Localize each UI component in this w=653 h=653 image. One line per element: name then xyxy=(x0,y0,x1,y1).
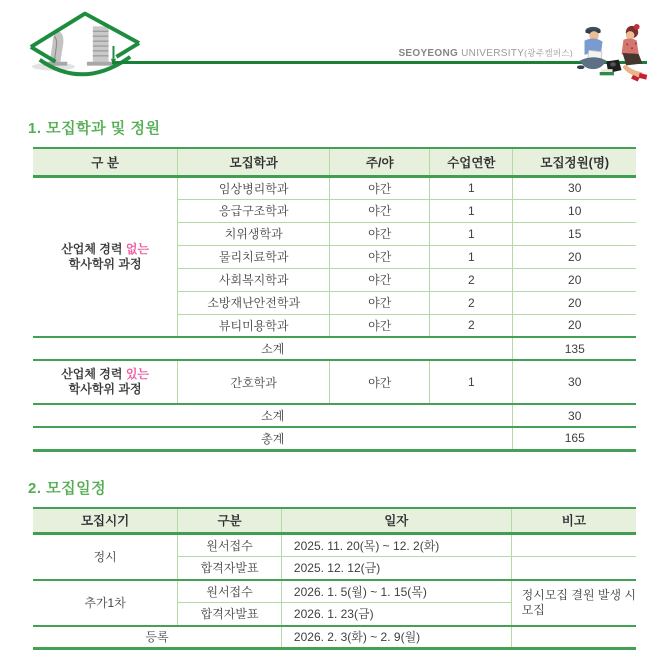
period-cell: 추가1차 xyxy=(33,580,178,626)
dept-cell: 응급구조학과 xyxy=(178,199,330,222)
document-content xyxy=(0,119,653,650)
table-row xyxy=(33,580,636,603)
note-cell: 정시모집 결원 발생 시 모집 xyxy=(511,580,636,626)
header-divider-line xyxy=(112,61,647,64)
section1-title: 1. 모집학과 및 정원 xyxy=(28,120,161,137)
date-cell: 2025. 11. 20(목) ~ 12. 2(화) xyxy=(281,534,511,557)
date-cell: 2026. 1. 5(월) ~ 1. 15(목) xyxy=(281,580,511,603)
dept-cell: 임상병리학과 xyxy=(178,176,330,199)
university-logo-icon xyxy=(24,4,142,93)
subtotal-value-cell: 30 xyxy=(513,404,636,427)
day-night-cell: 야간 xyxy=(330,199,430,222)
group1-label-prefix: 산업체 경력 xyxy=(61,241,126,256)
dept-cell: 소방재난안전학과 xyxy=(178,291,330,314)
quota-cell: 30 xyxy=(513,360,636,404)
schedule-table xyxy=(33,507,636,651)
group2-label-cell xyxy=(33,360,178,404)
day-night-cell: 야간 xyxy=(330,176,430,199)
table-row xyxy=(33,176,636,199)
total-value-cell: 165 xyxy=(513,427,636,450)
date-cell: 2026. 1. 23(금) xyxy=(281,603,511,626)
col-header-category: 구 분 xyxy=(33,148,178,176)
table2-header-row xyxy=(33,508,636,534)
col-header-quota: 모집정원(명) xyxy=(513,148,636,176)
dept-cell: 치위생학과 xyxy=(178,222,330,245)
note-cell-empty xyxy=(511,626,636,649)
group2-label-line2: 학사학위 과정 xyxy=(68,382,142,396)
col-header-date: 일자 xyxy=(281,508,511,534)
table-row xyxy=(33,534,636,557)
dept-cell: 물리치료학과 xyxy=(178,245,330,268)
note-cell-empty xyxy=(511,557,636,580)
subtotal-row xyxy=(33,404,636,427)
type-cell: 합격자발표 xyxy=(178,557,282,580)
dept-cell: 간호학과 xyxy=(178,360,330,404)
departments-quota-table xyxy=(33,147,636,452)
years-cell: 2 xyxy=(430,268,513,291)
quota-cell: 30 xyxy=(513,176,636,199)
day-night-cell: 야간 xyxy=(330,360,430,404)
day-night-cell: 야간 xyxy=(330,314,430,337)
university-name-bold: SEOYEONG xyxy=(398,48,459,59)
col-header-period: 모집시기 xyxy=(33,508,178,534)
period-cell: 정시 xyxy=(33,534,178,580)
quota-cell: 20 xyxy=(513,314,636,337)
table1-header-row xyxy=(33,148,636,176)
period-cell: 등록 xyxy=(33,626,281,649)
date-cell: 2025. 12. 12(금) xyxy=(281,557,511,580)
group1-label-highlight: 없는 xyxy=(125,241,150,256)
type-cell: 원서접수 xyxy=(178,580,282,603)
page-header xyxy=(0,0,653,95)
quota-cell: 20 xyxy=(513,268,636,291)
dept-cell: 사회복지학과 xyxy=(178,268,330,291)
university-name-rest: UNIVERSITY xyxy=(458,48,525,59)
group1-label xyxy=(33,242,177,272)
quota-cell: 20 xyxy=(513,245,636,268)
section2-title: 2. 모집일정 xyxy=(28,479,107,497)
quota-cell: 20 xyxy=(513,291,636,314)
day-night-cell: 야간 xyxy=(330,245,430,268)
subtotal-label-cell: 소계 xyxy=(33,404,513,427)
registration-row xyxy=(33,626,636,649)
years-cell: 1 xyxy=(430,199,513,222)
day-night-cell: 야간 xyxy=(330,291,430,314)
type-cell: 원서접수 xyxy=(178,534,282,557)
subtotal-label-cell: 소계 xyxy=(33,337,513,360)
type-cell: 합격자발표 xyxy=(178,603,282,626)
col-header-note: 비고 xyxy=(511,508,636,534)
note-cell-empty xyxy=(511,534,636,557)
group1-label-cell xyxy=(33,176,178,337)
years-cell: 2 xyxy=(430,291,513,314)
subtotal-value-cell: 135 xyxy=(513,337,636,360)
dept-cell: 뷰티미용학과 xyxy=(178,314,330,337)
years-cell: 1 xyxy=(430,360,513,404)
subtotal-row xyxy=(33,337,636,360)
group2-label-highlight: 있는 xyxy=(125,367,150,381)
years-cell: 2 xyxy=(430,314,513,337)
day-night-cell: 야간 xyxy=(330,268,430,291)
col-header-type: 구분 xyxy=(178,508,282,534)
col-header-department: 모집학과 xyxy=(178,148,330,176)
group2-label xyxy=(33,367,177,397)
date-cell: 2026. 2. 3(화) ~ 2. 9(월) xyxy=(281,626,511,649)
total-row xyxy=(33,427,636,450)
table-row xyxy=(33,360,636,404)
group2-label-prefix: 산업체 경력 xyxy=(61,367,126,381)
col-header-day-night: 주/야 xyxy=(330,148,430,176)
university-campus: (광주캠퍼스) xyxy=(524,48,573,58)
years-cell: 1 xyxy=(430,245,513,268)
years-cell: 1 xyxy=(430,222,513,245)
quota-cell: 10 xyxy=(513,199,636,222)
university-name xyxy=(398,47,573,59)
day-night-cell: 야간 xyxy=(330,222,430,245)
total-label-cell: 총계 xyxy=(33,427,513,450)
students-illustration-icon xyxy=(575,22,651,89)
quota-cell: 15 xyxy=(513,222,636,245)
years-cell: 1 xyxy=(430,176,513,199)
col-header-years: 수업연한 xyxy=(430,148,513,176)
group1-label-line2: 학사학위 과정 xyxy=(68,256,142,271)
